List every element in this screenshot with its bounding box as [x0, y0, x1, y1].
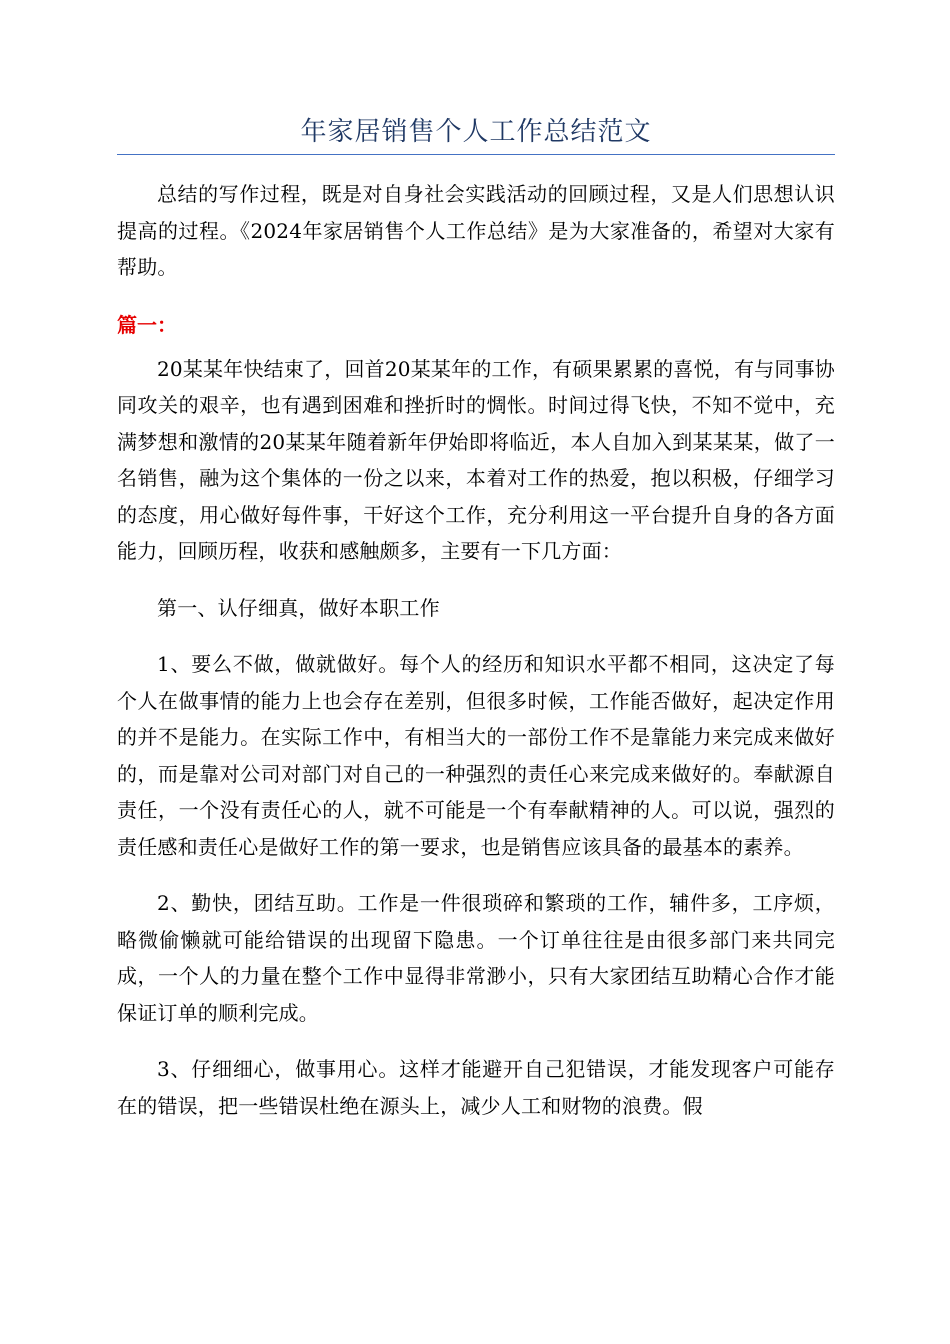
title-underline	[117, 154, 835, 155]
page-title: 年家居销售个人工作总结范文	[300, 117, 652, 147]
intro-paragraph: 总结的写作过程，既是对自身社会实践活动的回顾过程，又是人们思想认识提高的过程。《2024年家居销售个人工作总结》是为大家准备的，希望对大家有帮助。	[117, 182, 835, 279]
body-paragraph: 2、勤快，团结互助。工作是一件很琐碎和繁琐的工作，辅件多，工序烦，略微偷懒就可能给错误的出现留下隐患。一个订单往往是由很多部门来共同完成，一个人的力量在整个工作中显得非常渺小，只有大家团结互助精心合作才能保证订单的顺利完成。	[117, 891, 835, 1025]
body-paragraph: 1、要么不做，做就做好。每个人的经历和知识水平都不相同，这决定了每个人在做事情的能力上也会存在差别，但很多时候，工作能否做好，起决定作用的并不是能力。在实际工作中，有相当大的一部份工作不是靠能力来完成来做好的，而是靠对公司对部门对自己的一种强烈的责任心来完成来做好的。奉献源自责任，一个没有责任心的人，就不可能是一个有奉献精神的人。可以说，强烈的责任感和责任心是做好工作的第一要求，也是销售应该具备的最基本的素养。	[117, 652, 835, 859]
document-body	[117, 176, 835, 1124]
section-heading: 篇一：	[117, 312, 177, 337]
body-paragraph: 20某某年快结束了，回首20某某年的工作，有硕果累累的喜悦，有与同事协同攻关的艰辛，也有遇到困难和挫折时的惆怅。时间过得飞快，不知不觉中，充满梦想和激情的20某某年随着新年伊始即将临近，本人自加入到某某某，做了一名销售，融为这个集体的一份之以来，本着对工作的热爱，抱以积极，仔细学习的态度，用心做好每件事，干好这个工作，充分利用这一平台提升自身的各方面能力，回顾历程，收获和感触颇多，主要有一下几方面：	[117, 356, 835, 563]
subsection-heading: 第一、认仔细真，做好本职工作	[157, 595, 440, 620]
body-paragraph: 3、仔细细心，做事用心。这样才能避开自己犯错误，才能发现客户可能存在的错误，把一些错误杜绝在源头上，减少人工和财物的浪费。假	[117, 1057, 835, 1118]
